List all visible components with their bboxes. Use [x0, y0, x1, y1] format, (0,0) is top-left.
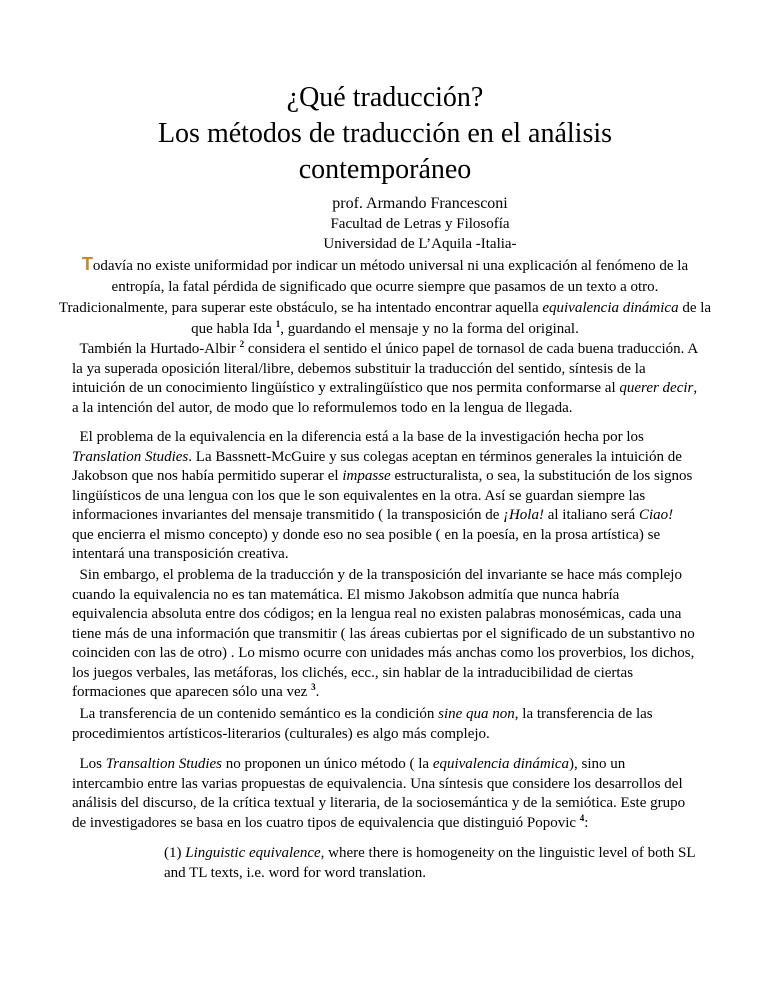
p6-text-1: (1) — [164, 845, 186, 861]
p2-text-1: El problema de la equivalencia en la diferencia está a la base de la investigación hecha por los — [79, 429, 644, 445]
p1-emphasis-1: querer decir — [619, 380, 694, 396]
p1-text-1: También la Hurtado-Albir — [79, 341, 240, 357]
author-university: Universidad de L’Aquila -Italia- — [323, 236, 517, 252]
paragraph-1 — [72, 340, 698, 418]
document-title — [72, 80, 698, 188]
footnote-ref-2[interactable]: 2 — [239, 339, 245, 349]
p3-text-2: . — [315, 684, 320, 700]
footnote-ref-1[interactable]: 1 — [275, 319, 281, 329]
intro-text-1: odavía no existe uniformidad por indicar un método universal ni una explicación al fenómeno de la entropía, la fatal pérdida de significado que ocurre siempre que pasamos de un texto a otro. Tradicionalmente, para superar este obstáculo, se ha intentado encontrar aquella — [58, 258, 689, 316]
p3-text-1: Sin embargo, el problema de la traducción y de la transposición del invariante se hace más complejo cuando la equivalencia no es tan matemática. El mismo Jakobson admitía que nunca habría equivalencia absoluta entre dos códigos; en la lengua real no existen palabras monosémicas, cada una tiene más de una información que transmitir ( las áreas cubiertas por el significado de un substantivo no coinciden con las de otro) . Lo mismo ocurre con unidades más anchas como los proverbios, los dichos, los juegos verbales, las metáforas, los clichés, ecc., sin hablar de la intraducibilidad de ciertas formaciones que aparecen sólo una vez — [72, 567, 695, 700]
p5-emphasis-1: Transaltion Studies — [105, 756, 223, 772]
p2-text-2: . La Bassnett-McGuire y sus colegas aceptan en términos generales la intuición de Jakobson que nos había permitido superar el — [72, 448, 682, 484]
p6-emphasis-1: Linguistic equivalence — [185, 845, 321, 861]
author-faculty: Facultad de Letras y Filosofía — [330, 216, 510, 232]
footnote-ref-3[interactable]: 3 — [311, 682, 316, 692]
p2-text-3: estructuralista, o sea, la substitución de los signos lingüísticos de una lengua con los que le son equivalentes en la otra. Así se guardan siempre las informaciones invariantes del mensaje transmitido ( la transposición de — [72, 468, 693, 523]
title-line-1: ¿Qué traducción? — [286, 82, 484, 113]
p2-text-4: al italiano será — [543, 507, 639, 523]
footnote-ref-4[interactable]: 4 — [579, 812, 585, 823]
p2-emphasis-2: impasse — [342, 468, 391, 484]
intro-emphasis-1: equivalencia dinámica — [542, 300, 679, 316]
title-line-3: contemporáneo — [298, 154, 472, 185]
p2-emphasis-3: ¡Hola! — [503, 507, 544, 523]
p2-emphasis-4: Ciao! — [638, 507, 674, 523]
intro-paragraph — [58, 254, 712, 340]
p4-text-1: La transferencia de un contenido semántico es la condición — [79, 706, 439, 722]
p5-text-4: : — [584, 814, 589, 831]
p4-text-2: , la transferencia de las procedimientos artísticos-literarios (culturales) es algo más complejo. — [72, 706, 653, 742]
p5-text-3: ), sino un intercambio entre las varias propuestas de equivalencia. Una síntesis que considere los desarrollos del análisis del discurso, de la crítica textual y literaria, de la sociosemántica y de la semiótica. Este grupo de investigadores se basa en los cuatro tipos de equivalencia que distinguió Popovic — [72, 756, 686, 831]
paragraph-4 — [72, 705, 698, 744]
p5-text-2: no proponen un único método ( la — [222, 756, 433, 772]
intro-text-2: de la que habla Ida — [191, 300, 712, 337]
p5-emphasis-2: equivalencia dinámica — [432, 756, 570, 772]
intro-text-3: , guardando el mensaje y no la forma del original. — [280, 321, 579, 337]
p5-text-1: Los — [79, 756, 106, 772]
p1-text-2: considera el sentido el único papel de tornasol de cada buena traducción. A la ya superada oposición literal/libre, debemos substituir la traducción del sentido, síntesis de la intuición de un conocimiento lingüístico y extralingüístico que nos permita conformarse al — [72, 341, 698, 396]
p1-text-3: , a la intención del autor, de modo que lo reformulemos todo en la lengua de llegada. — [72, 380, 698, 416]
author-name: prof. Armando Francesconi — [332, 195, 508, 212]
title-line-2: Los métodos de traducción en el análisis — [157, 118, 613, 149]
paragraph-2 — [72, 428, 698, 565]
drop-cap: T — [81, 254, 93, 274]
paragraph-5 — [72, 755, 698, 833]
p4-emphasis-1: sine qua non — [438, 706, 515, 722]
p2-text-5: que encierra el mismo concepto) y donde eso no sea posible ( en la poesía, en la prosa artística) se intentará una transposición creativa. — [72, 526, 661, 562]
paragraph-3 — [72, 566, 698, 703]
p6-text-2: , where there is homogeneity on the linguistic level of both SL and TL texts, i.e. word for word translation. — [164, 845, 696, 881]
equivalence-item-1 — [164, 844, 704, 883]
p2-emphasis-1: Translation Studies — [72, 448, 189, 465]
